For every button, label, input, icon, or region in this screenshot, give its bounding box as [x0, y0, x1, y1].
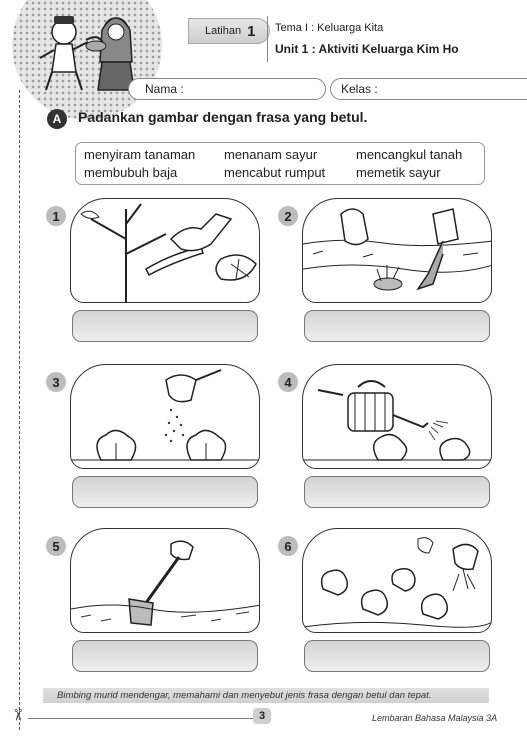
answer-box[interactable]	[304, 310, 490, 342]
pulling-weeds-icon	[303, 529, 492, 633]
picture-frame	[302, 364, 492, 469]
answer-box[interactable]	[72, 476, 258, 508]
picture-frame	[70, 198, 260, 303]
answer-box[interactable]	[72, 640, 258, 672]
book-title: Lembaran Bahasa Malaysia 3A	[372, 713, 498, 723]
kelas-field[interactable]	[330, 78, 527, 100]
nama-field[interactable]	[128, 78, 326, 100]
family-illustration-icon	[12, 0, 162, 120]
kelas-label: Kelas :	[341, 82, 378, 96]
phrase-item[interactable]: mencangkul tanah	[356, 147, 463, 162]
answer-box[interactable]	[304, 476, 490, 508]
picture-card-2	[302, 198, 492, 348]
picture-card-3	[70, 364, 260, 514]
phrase-item[interactable]: menanam sayur	[224, 147, 318, 162]
card-number: 4	[278, 372, 298, 392]
watering-plants-icon	[303, 365, 492, 469]
phrase-item[interactable]: mencabut rumput	[224, 165, 326, 180]
section-letter: A	[52, 112, 62, 126]
picture-frame	[70, 364, 260, 469]
section-instruction: Padankan gambar dengan frasa yang betul.	[78, 109, 368, 125]
scissors-icon: ✂	[8, 708, 26, 722]
latihan-label: Latihan	[205, 25, 242, 37]
unit-title: Unit 1 : Aktiviti Keluarga Kim Ho	[275, 42, 459, 56]
planting-vegetable-icon	[303, 199, 492, 303]
picture-card-5	[70, 528, 260, 678]
nama-label: Nama :	[145, 82, 184, 96]
phrase-item[interactable]: memetik sayur	[356, 165, 441, 180]
picture-frame	[302, 528, 492, 633]
hoeing-soil-icon	[71, 529, 260, 633]
section-badge	[47, 109, 67, 129]
footer-divider	[28, 718, 253, 719]
picture-card-6	[302, 528, 492, 678]
card-number: 3	[46, 372, 66, 392]
teacher-note: Bimbing murid mendengar, memahami dan menyebut jenis frasa dengan betul dan tepat.	[43, 688, 489, 703]
card-number: 1	[46, 206, 66, 226]
latihan-number: 1	[247, 22, 256, 40]
header-illustration	[12, 0, 162, 120]
card-number: 5	[46, 536, 66, 556]
answer-box[interactable]	[72, 310, 258, 342]
page-number: 3	[253, 708, 271, 724]
picture-card-4	[302, 364, 492, 514]
card-number: 2	[278, 206, 298, 226]
fertilizing-icon	[71, 365, 260, 469]
picture-card-1	[70, 198, 260, 348]
picking-vegetable-icon	[71, 199, 260, 303]
phrase-item[interactable]: membubuh baja	[84, 165, 178, 180]
cut-line	[19, 90, 20, 730]
phrase-item[interactable]: menyiram tanaman	[84, 147, 196, 162]
tema-text: Tema I : Keluarga Kita	[275, 22, 384, 34]
header-divider	[267, 16, 268, 62]
picture-frame	[302, 198, 492, 303]
latihan-tab	[188, 18, 270, 44]
picture-frame	[70, 528, 260, 633]
answer-box[interactable]	[304, 640, 490, 672]
card-number: 6	[278, 536, 298, 556]
phrase-box	[75, 142, 485, 185]
